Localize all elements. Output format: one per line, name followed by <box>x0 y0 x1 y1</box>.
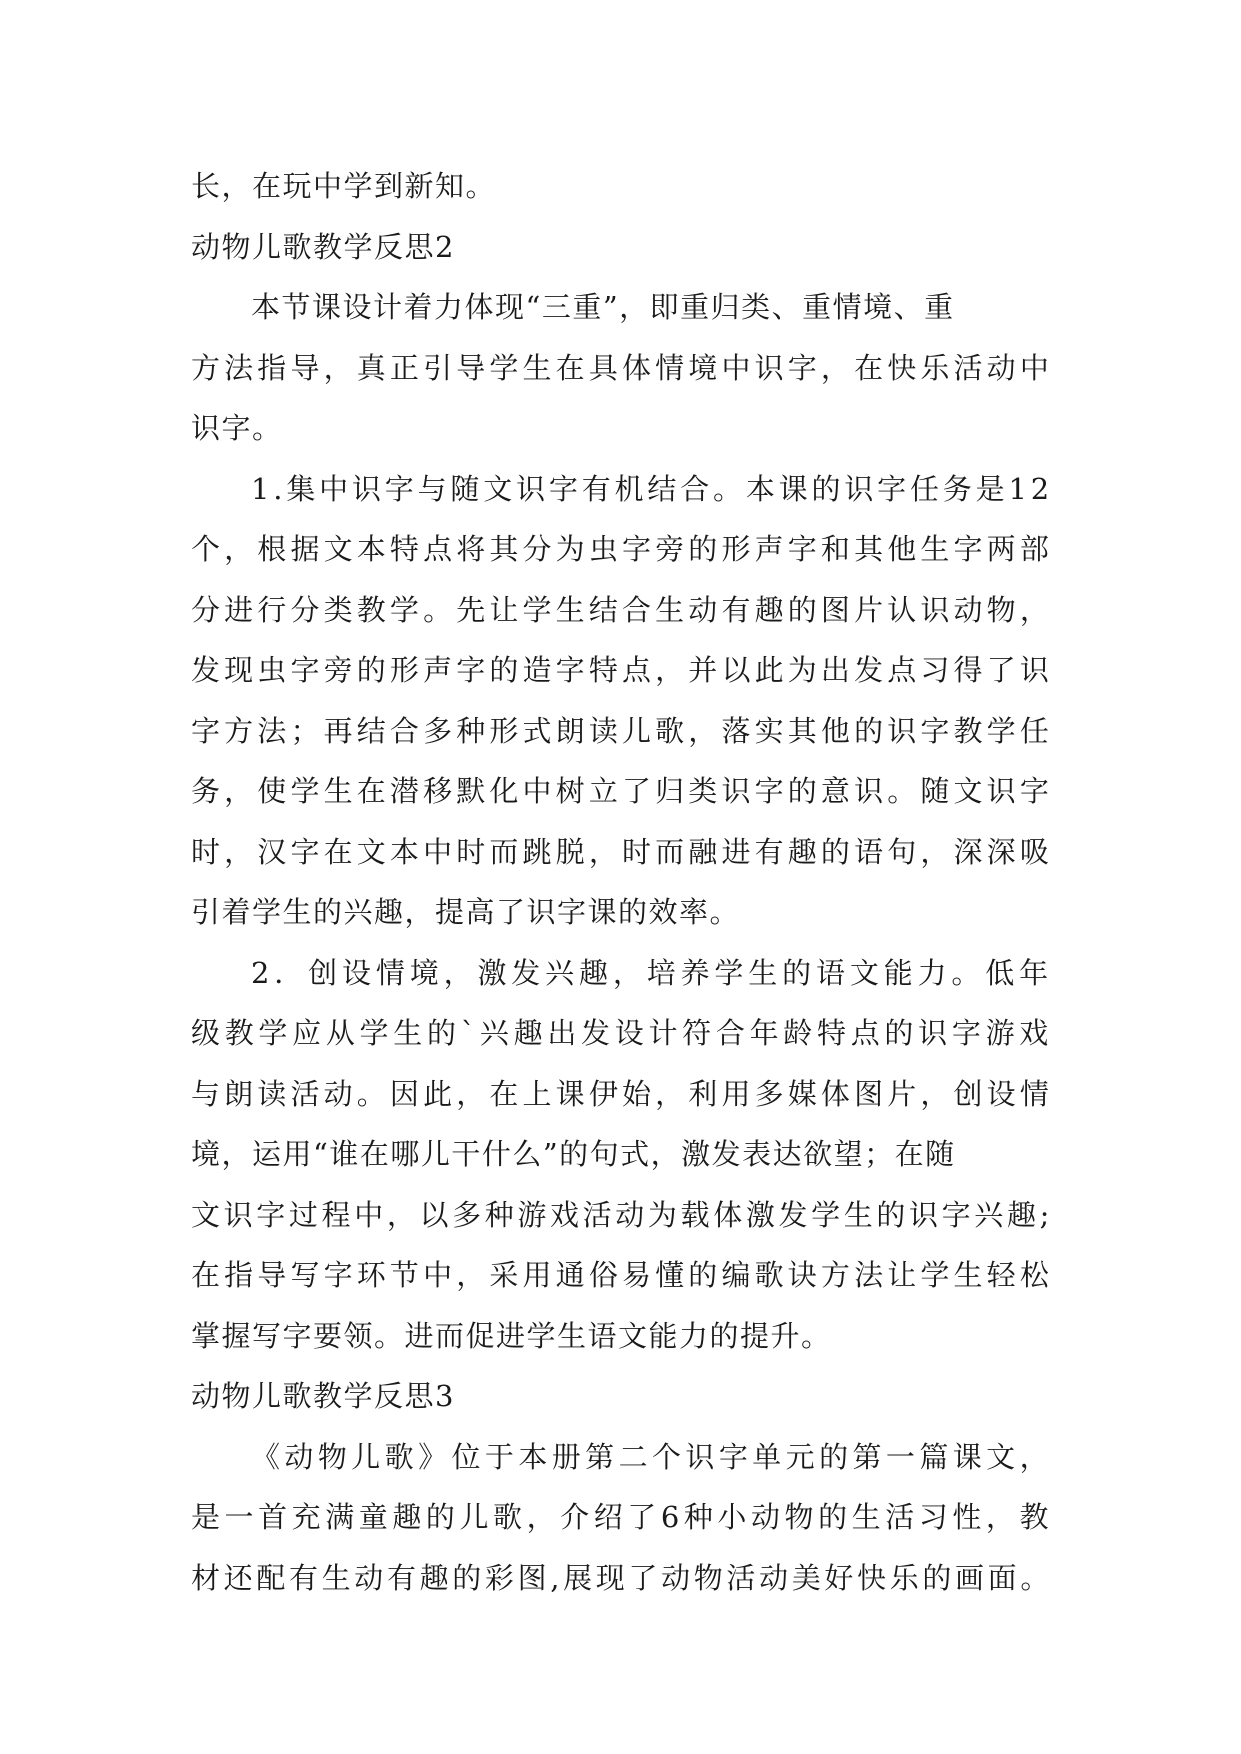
section-heading: 动物儿歌教学反思3 <box>191 1379 455 1413</box>
body-text-line: 长，在玩中学到新知。 <box>191 169 497 203</box>
document-body <box>191 156 1053 1608</box>
body-text-line: 发现虫字旁的形声字的造字特点，并以此为出发点习得了识 <box>191 653 1053 687</box>
body-text-line: 与朗读活动。因此，在上课伊始，利用多媒体图片，创设情 <box>191 1076 1053 1111</box>
paragraph-first-line: 1.集中识字与随文识字有机结合。本课的识字任务是12 <box>251 471 1053 506</box>
body-text-line: 境，运用“谁在哪儿干什么”的句式，激发表达欲望；在随 <box>191 1137 956 1171</box>
body-text-line: 时，汉字在文本中时而跳脱，时而融进有趣的语句，深深吸 <box>191 834 1053 869</box>
body-text-line: 识字。 <box>191 411 283 445</box>
body-text-line: 引着学生的兴趣，提高了识字课的效率。 <box>191 895 741 929</box>
body-text-line: 分进行分类教学。先让学生结合生动有趣的图片认识动物， <box>191 592 1053 627</box>
section-heading: 动物儿歌教学反思2 <box>191 229 455 264</box>
body-text-line: 材还配有生动有趣的彩图,展现了动物活动美好快乐的画面。 <box>191 1560 1053 1595</box>
body-text-line: 在指导写字环节中，采用通俗易懂的编歌诀方法让学生轻松 <box>191 1258 1053 1292</box>
paragraph-first-line: 本节课设计着力体现“三重”，即重归类、重情境、重 <box>251 290 955 324</box>
paragraph-first-line: 《动物儿歌》位于本册第二个识字单元的第一篇课文， <box>251 1439 1053 1474</box>
body-text-line: 级教学应从学生的`兴趣出发设计符合年龄特点的识字游戏 <box>191 1016 1053 1050</box>
body-text-line: 方法指导，真正引导学生在具体情境中识字，在快乐活动中 <box>191 350 1053 385</box>
body-text-line: 个，根据文本特点将其分为虫字旁的形声字和其他生字两部 <box>191 532 1053 566</box>
body-text-line: 字方法；再结合多种形式朗读儿歌，落实其他的识字教学任 <box>191 713 1053 748</box>
body-text-line: 是一首充满童趣的儿歌，介绍了6种小动物的生活习性，教 <box>191 1500 1053 1534</box>
paragraph-first-line: 2．创设情境，激发兴趣，培养学生的语文能力。低年 <box>251 955 1053 990</box>
body-text-line: 文识字过程中，以多种游戏活动为载体激发学生的识字兴趣; <box>191 1197 1053 1232</box>
body-text-line: 务，使学生在潜移默化中树立了归类识字的意识。随文识字 <box>191 774 1053 808</box>
body-text-line: 掌握写字要领。进而促进学生语文能力的提升。 <box>191 1318 832 1353</box>
